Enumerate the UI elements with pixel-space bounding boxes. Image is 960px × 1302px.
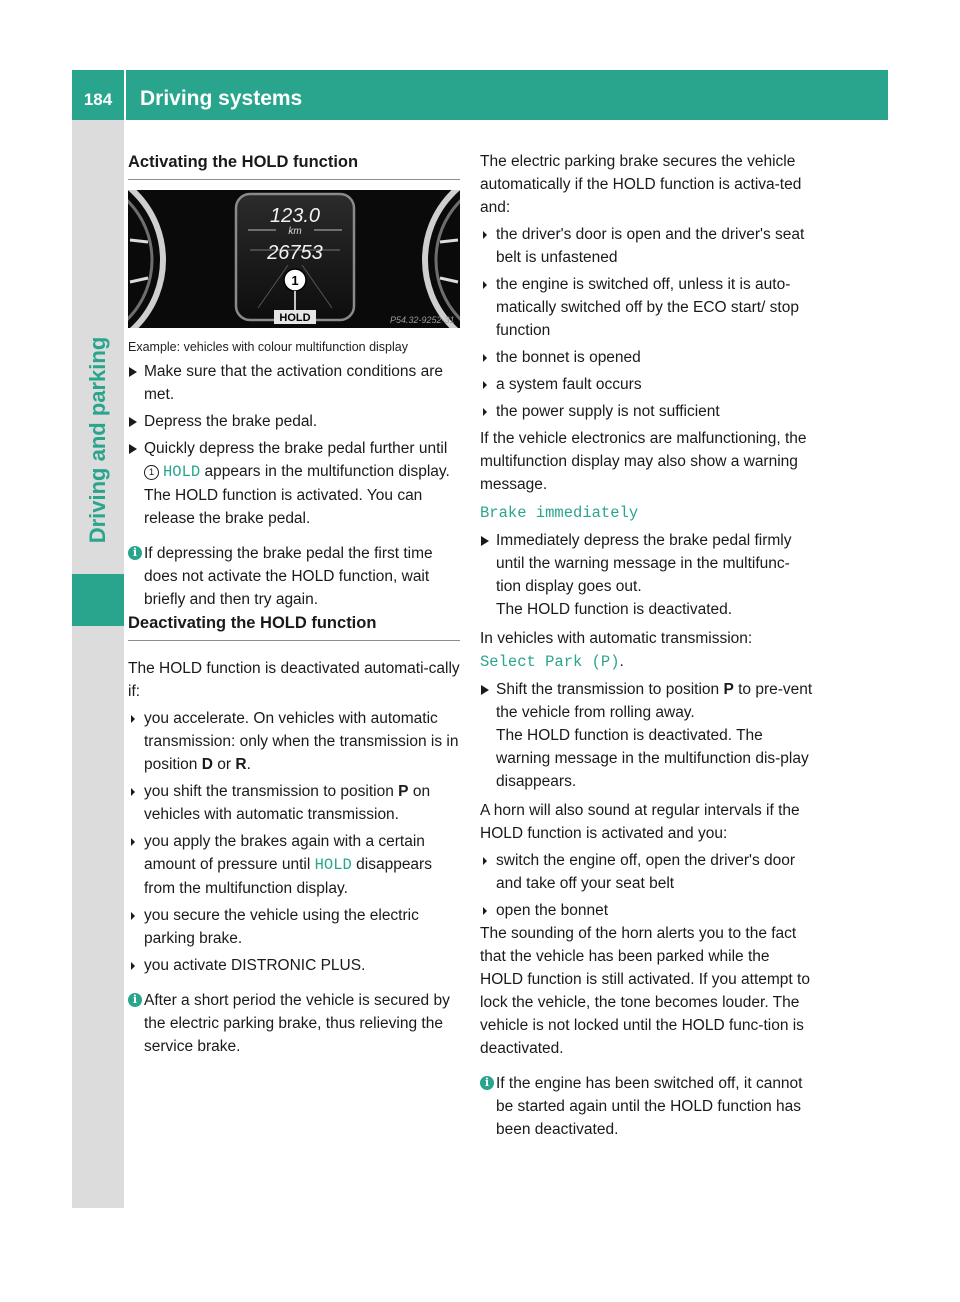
callout-ref: 1	[144, 465, 159, 480]
list-item: switch the engine off, open the driver's door and take off your seat belt	[480, 849, 814, 895]
figure-reference: P54.32-9252-31	[390, 315, 455, 325]
list-item	[128, 830, 460, 900]
list-item: the power supply is not sufficient	[480, 400, 814, 423]
left-column	[128, 150, 460, 1058]
step3-text-a: Quickly depress the brake pedal further until	[144, 440, 448, 457]
info-service-brake	[128, 989, 460, 1058]
malfunction-text: If the vehicle electronics are malfunctioning, the multifunction display may also show a warning message.	[480, 430, 807, 493]
hold-code: HOLD	[314, 856, 352, 874]
horn-explanation: The sounding of the horn alerts you to the fact that the vehicle has been parked while the HOLD function is still activated. If you attempt to lock the vehicle, the tone becomes louder. The vehicle is not locked until the HOLD func-tion is deactivated.	[480, 925, 810, 1057]
figure-caption: Example: vehicles with colour multifunction display	[128, 340, 408, 354]
list-item: the engine is switched off, unless it is auto-matically switched off by the ECO start/ stop function	[480, 273, 814, 342]
hold-indicator-label: HOLD	[279, 312, 311, 324]
step-quickly-depress	[128, 437, 460, 530]
info-icon: i	[128, 546, 142, 560]
select-park-code: Select Park (P)	[480, 653, 620, 671]
brake-step-text: Immediately depress the brake pedal firmly until the warning message in the multifunc-tion display goes out.	[496, 532, 792, 595]
instrument-cluster-illustration	[128, 190, 460, 328]
gear-p: P	[398, 783, 409, 800]
bullet2-text: you shift the transmission to position	[144, 783, 394, 800]
step3-result: The HOLD function is activated. You can release the brake pedal.	[144, 487, 423, 527]
parking-brake-intro: The electric parking brake secures the vehicle automatically if the HOLD function is activa-ted and:	[480, 153, 802, 216]
list-item: you secure the vehicle using the electric parking brake.	[128, 904, 460, 950]
bullet3-text: you apply the brakes again with a certain amount of pressure until	[144, 833, 425, 873]
step-shift-to-p	[480, 678, 814, 793]
info1-text: If depressing the brake pedal the first time does not activate the HOLD function, wait briefly and then try again.	[144, 545, 433, 608]
brake-immediately-message: Brake immediately	[480, 504, 639, 522]
page-number: 184	[83, 90, 113, 109]
instrument-cluster-figure	[128, 190, 460, 328]
list-item: the driver's door is open and the driver's seat belt is unfastened	[480, 223, 814, 269]
activating-heading: Activating the HOLD function	[128, 150, 460, 180]
section-title: Driving systems	[140, 87, 303, 110]
step-make-sure: Make sure that the activation conditions are met.	[128, 360, 460, 406]
side-tab-label: Driving and parking	[85, 336, 110, 544]
bullet1-text: you accelerate. On vehicles with automatic transmission: only when the transmission is in position	[144, 710, 459, 773]
step-depress: Depress the brake pedal.	[128, 410, 460, 433]
list-item	[128, 780, 460, 826]
odometer-readout: 26753	[267, 242, 323, 264]
shift-result: The HOLD function is deactivated. The warning message in the multifunction dis-play disappears.	[496, 727, 809, 790]
info-first-attempt	[128, 542, 460, 611]
shift-text-a: Shift the transmission to position	[496, 681, 720, 698]
list-item	[128, 707, 460, 776]
select-park-message	[480, 650, 814, 674]
hold-code: HOLD	[163, 463, 201, 481]
list-item: the bonnet is opened	[480, 346, 814, 369]
right-column	[480, 150, 814, 1141]
deactivation-intro: The HOLD function is deactivated automati-cally if:	[128, 660, 460, 700]
header-divider	[124, 70, 126, 120]
bullet1-end: .	[246, 756, 251, 773]
bullet1-or: or	[217, 756, 232, 773]
info-engine-restart	[480, 1072, 814, 1141]
bullet3-text-b: disappears from the multifunction display.	[144, 856, 432, 897]
brake-step-result: The HOLD function is deactivated.	[496, 601, 733, 618]
shift-text-b: to pre-vent the vehicle from rolling away.	[496, 681, 813, 721]
bullet2-text-b: on vehicles with automatic transmission.	[144, 783, 431, 823]
gear-p: P	[723, 681, 734, 698]
side-tab	[72, 120, 124, 1208]
list-item: open the bonnet	[480, 899, 814, 922]
info2-text: After a short period the vehicle is secured by the electric parking brake, thus relieving the service brake.	[144, 992, 450, 1055]
list-item: a system fault occurs	[480, 373, 814, 396]
info3-text: If the engine has been switched off, it cannot be started again until the HOLD function has been deactivated.	[496, 1075, 803, 1138]
callout-number: 1	[291, 273, 299, 288]
info-icon: i	[480, 1076, 494, 1090]
deactivating-heading: Deactivating the HOLD function	[128, 611, 460, 641]
step-brake-firmly	[480, 529, 814, 621]
automatic-intro: In vehicles with automatic transmission:	[480, 630, 753, 647]
gear-d: D	[201, 756, 213, 773]
select-park-end: .	[619, 653, 624, 670]
speed-readout: 123.0	[269, 205, 321, 227]
unit-readout: km	[288, 226, 302, 237]
list-item: you activate DISTRONIC PLUS.	[128, 954, 460, 977]
gear-r: R	[235, 756, 247, 773]
info-icon: i	[128, 993, 142, 1007]
horn-intro: A horn will also sound at regular intervals if the HOLD function is activated and you:	[480, 802, 800, 842]
side-tab-marker	[72, 574, 124, 626]
step3-text-b: appears in the multifunction display.	[204, 463, 450, 480]
